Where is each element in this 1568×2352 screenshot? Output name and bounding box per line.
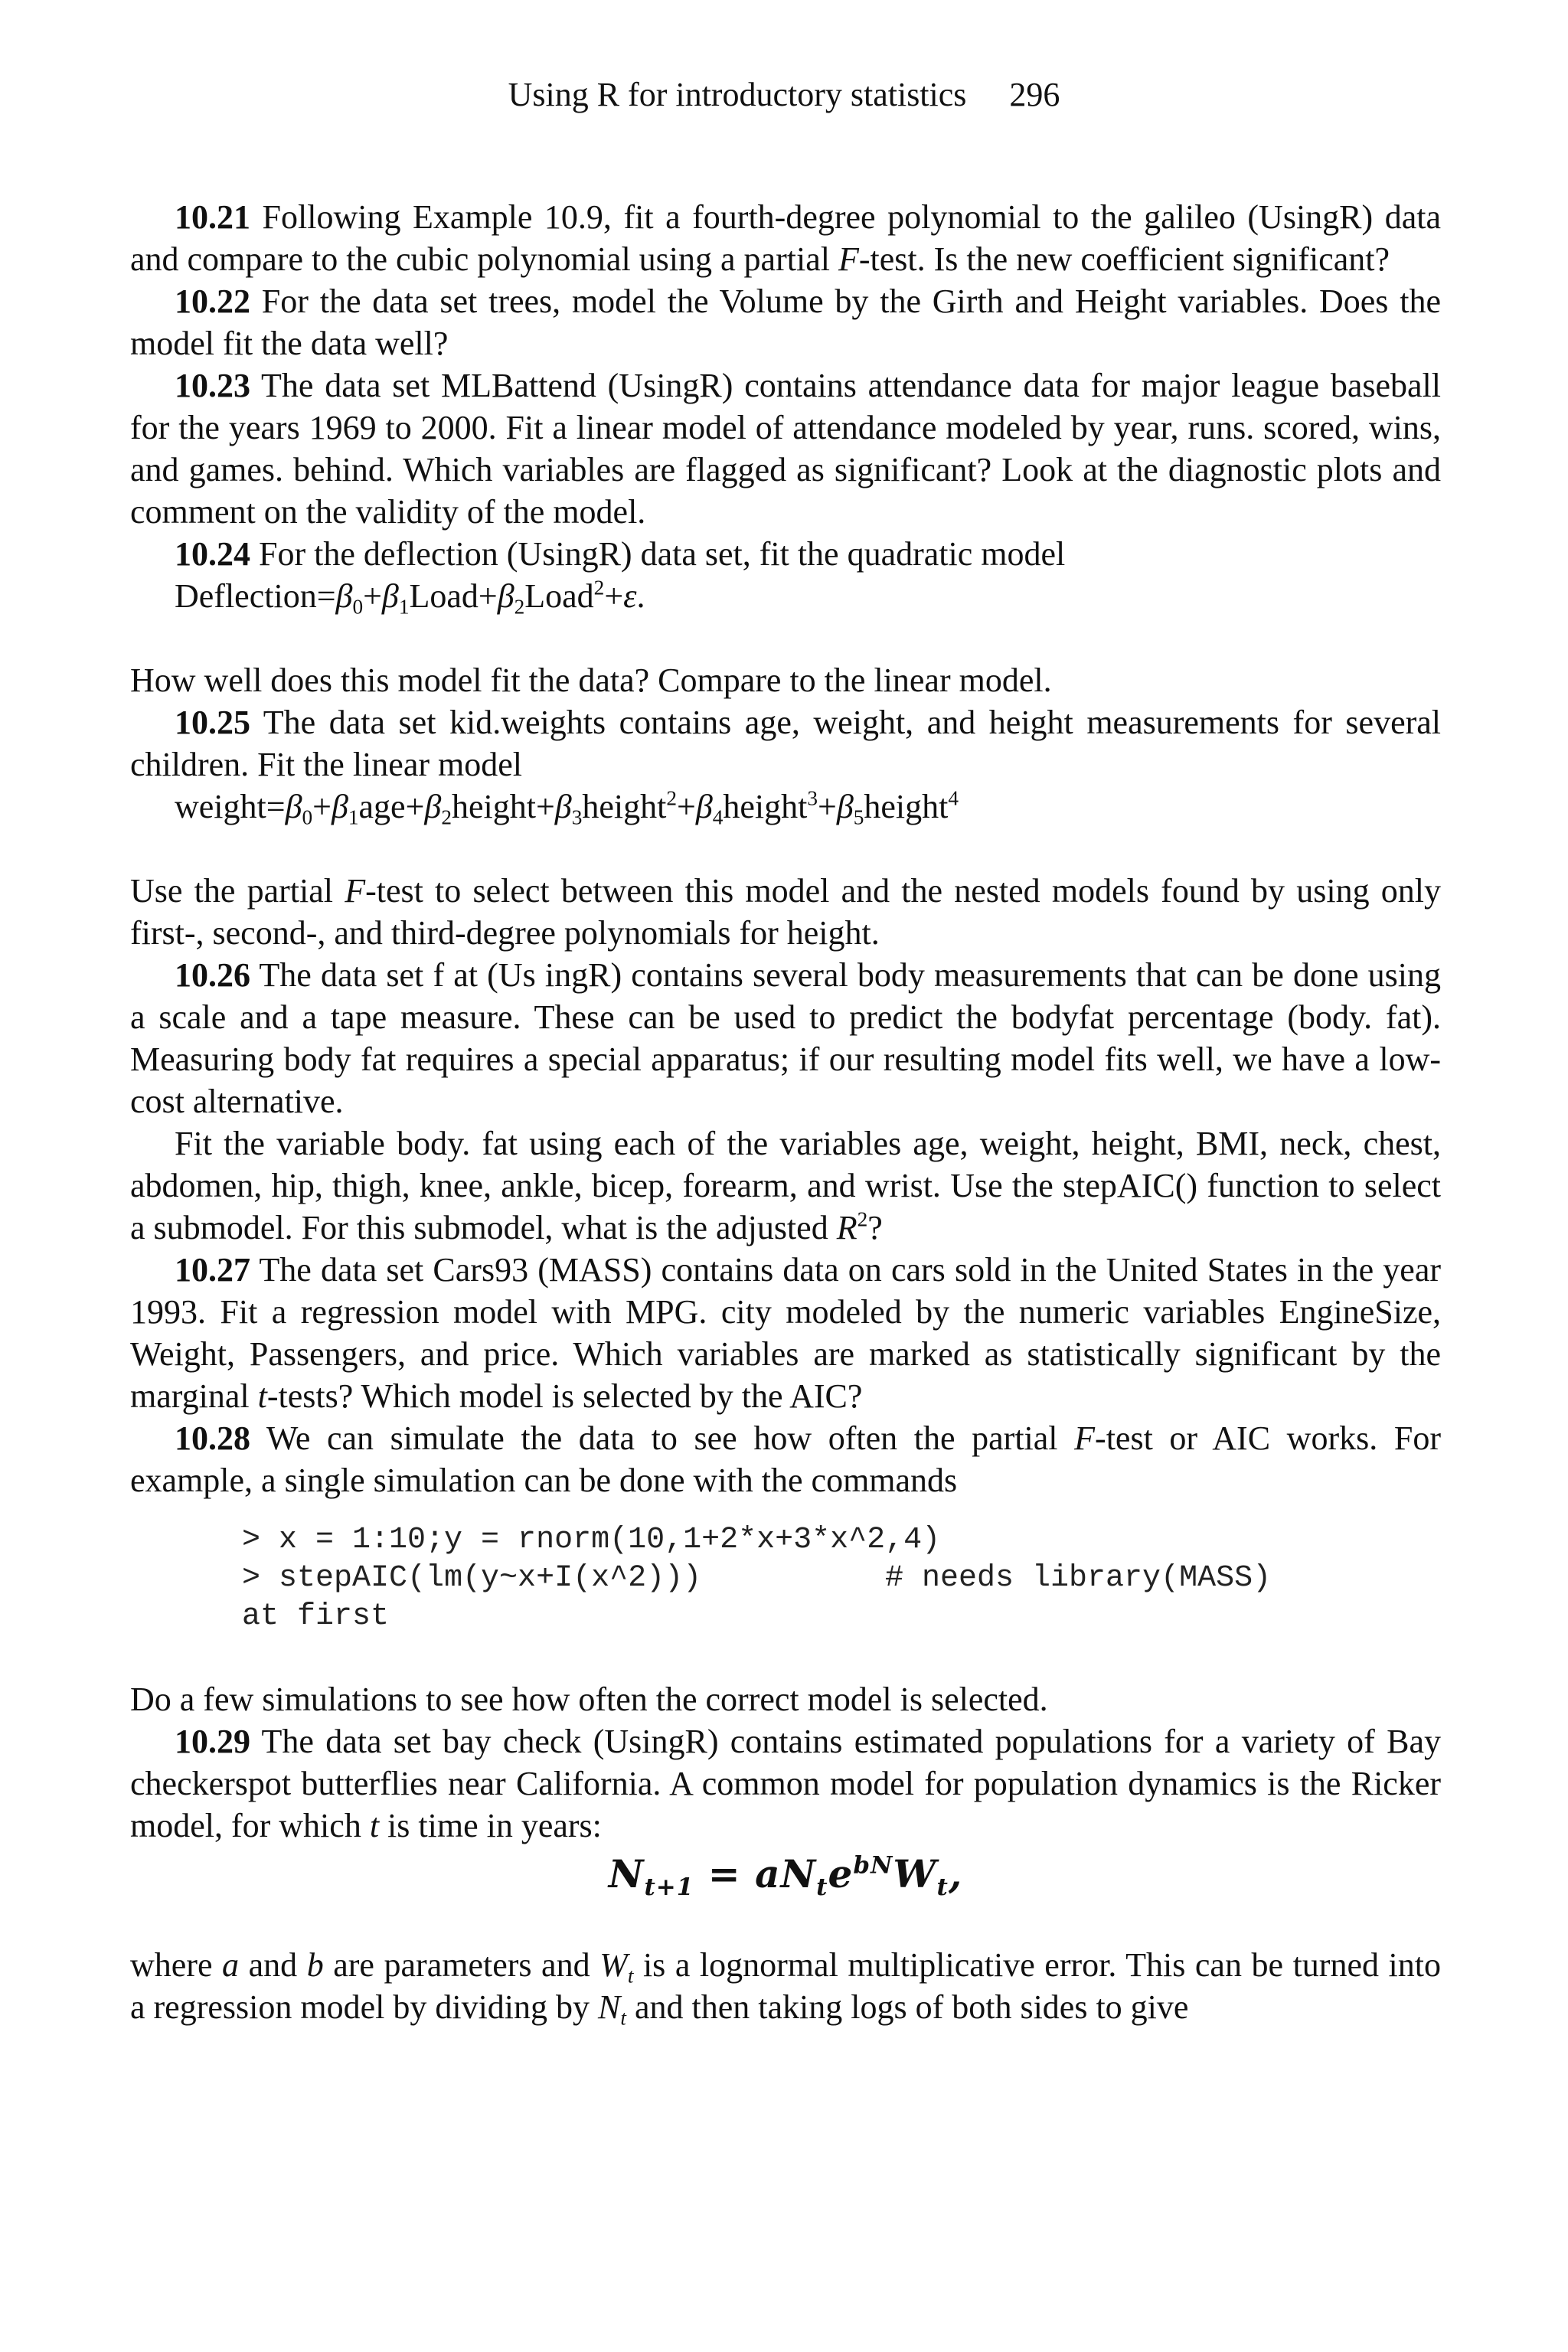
eq-term: age xyxy=(358,788,406,825)
eq-beta: β xyxy=(424,788,442,825)
eq-plus: + xyxy=(604,577,624,615)
eq-plus: + xyxy=(363,577,382,615)
exercise-10-28 xyxy=(130,1417,1441,1501)
exercise-text: and xyxy=(239,1946,307,1984)
eq-sup: 2 xyxy=(666,786,677,810)
eq-term: N xyxy=(608,1851,645,1896)
page-number: 296 xyxy=(1009,76,1060,113)
eq-sub: 0 xyxy=(302,805,313,829)
italic-t: t xyxy=(627,1964,634,1988)
code-line xyxy=(242,1560,1441,1598)
eq-term: Load xyxy=(524,577,594,615)
spacer xyxy=(130,1902,1441,1944)
eq-sup: bN xyxy=(853,1851,893,1880)
exercise-number: 10.23 xyxy=(175,367,250,404)
italic-a: a xyxy=(222,1946,240,1984)
italic-b: b xyxy=(306,1946,324,1984)
eq-sub: 2 xyxy=(514,595,525,619)
exercise-text: and then taking logs of both sides to give xyxy=(626,1988,1189,2026)
exercise-text: The data set f at (Us ingR) contains several body measurements that can be done using a scale and a tape measure. These can be used to predict the bodyfat percentage (body. fat). Measuring body fat requires a special apparatus; if our resulting model fits well, we have a low-cost alternative. xyxy=(130,956,1441,1120)
italic-f: F xyxy=(345,872,366,910)
eq-lhs: Deflection= xyxy=(175,577,336,615)
exercise-10-22 xyxy=(130,280,1441,364)
eq-sub: 2 xyxy=(441,805,452,829)
exercise-text: The data set Cars93 (MASS) contains data on cars sold in the United States in the year 1993. Fit a regression model with MPG. city modeled by the numeric variables EngineSize, Weight, Passengers, and price. Which variables are marked as statistically significant by the marginal xyxy=(130,1251,1441,1415)
exercise-text: For the data set trees, model the Volume by the Girth and Height variables. Does the model fit the data well? xyxy=(130,283,1441,362)
exercise-text: -test. Is the new coefficient significant? xyxy=(858,240,1390,278)
spacer xyxy=(130,1636,1441,1678)
exercise-text: is a lognormal multiplicative error. This can be turned into a regression model by dividing by xyxy=(130,1946,1441,2026)
exercise-text: Fit the variable body. fat using each of the variables age, weight, height, BMI, neck, chest, abdomen, hip, thigh, knee, ankle, bicep, forearm, and wrist. Use the stepAIC() function to select a submodel. For this submodel, what is the adjusted xyxy=(130,1125,1441,1246)
exercise-text: ? xyxy=(867,1209,883,1246)
eq-equals: = xyxy=(694,1851,756,1896)
exercise-10-23 xyxy=(130,364,1441,533)
code-text: > stepAIC(lm(y~x+I(x^2))) xyxy=(242,1561,702,1596)
exercise-10-28-followup: Do a few simulations to see how often the correct model is selected. xyxy=(130,1681,1048,1718)
eq-term: height xyxy=(582,788,667,825)
eq-sub: 5 xyxy=(853,805,864,829)
spacer xyxy=(130,617,1441,659)
exercise-text: -test or AIC works. For example, a single simulation can be done with the commands xyxy=(130,1419,1441,1499)
italic-n: N xyxy=(598,1988,621,2026)
eq-epsilon: ε xyxy=(623,577,637,615)
eq-beta: β xyxy=(497,577,514,615)
running-header xyxy=(0,74,1568,116)
eq-sub: t xyxy=(816,1873,828,1901)
eq-term: height xyxy=(864,788,949,825)
eq-term: height xyxy=(723,788,808,825)
equation-deflection xyxy=(130,575,1441,617)
exercise-10-25-followup xyxy=(130,870,1441,954)
exercise-10-24 xyxy=(130,533,1441,575)
exercise-10-26-para2 xyxy=(130,1122,1441,1249)
exercise-number: 10.25 xyxy=(175,704,250,741)
spacer xyxy=(130,828,1441,870)
code-line: at first xyxy=(242,1599,390,1634)
exercise-text: Following Example 10.9, fit a fourth-degree polynomial to the galileo (UsingR) data and compare to the cubic polynomial using a partial xyxy=(130,198,1441,278)
exercise-number: 10.21 xyxy=(175,198,250,236)
eq-sup: 2 xyxy=(593,576,605,599)
eq-period: . xyxy=(636,577,645,615)
exercise-text: The data set kid.weights contains age, weight, and height measurements for several children. Fit the linear model xyxy=(130,704,1441,783)
exercise-10-24-followup: How well does this model fit the data? Compare to the linear model. xyxy=(130,662,1052,699)
eq-beta: β xyxy=(836,788,854,825)
exercise-number: 10.24 xyxy=(175,535,250,573)
italic-t: t xyxy=(620,2006,626,2030)
eq-beta: β xyxy=(331,788,348,825)
eq-term: W xyxy=(893,1851,937,1896)
exercise-10-25 xyxy=(130,701,1441,786)
eq-sup: 4 xyxy=(948,786,959,810)
italic-f: F xyxy=(838,240,859,278)
eq-beta: β xyxy=(335,577,353,615)
exercise-number: 10.28 xyxy=(175,1419,250,1457)
exercise-text: For the deflection (UsingR) data set, fit the quadratic model xyxy=(250,535,1066,573)
superscript: 2 xyxy=(857,1207,868,1231)
eq-term: Load xyxy=(409,577,479,615)
eq-sub: 1 xyxy=(348,805,359,829)
eq-term: e xyxy=(828,1851,854,1896)
book-title: Using R for introductory statistics xyxy=(508,76,967,113)
exercise-text: The data set bay check (UsingR) contains estimated populations for a variety of Bay checkerspot butterflies near California. A common model for population dynamics is the Ricker model, for which xyxy=(130,1723,1441,1844)
italic-f: F xyxy=(1074,1419,1096,1457)
ricker-equation xyxy=(130,1847,1441,1902)
eq-sub: t xyxy=(936,1873,949,1901)
exercise-text: are parameters and xyxy=(323,1946,600,1984)
exercise-text: where xyxy=(130,1946,223,1984)
r-code xyxy=(242,1521,1441,1636)
eq-comma: , xyxy=(948,1851,963,1896)
exercise-text: The data set MLBattend (UsingR) contains attendance data for major league baseball for the years 1969 to 2000. Fit a linear model of attendance modeled by year, runs. scored, wins, and games. behind. Which variables are flagged as significant? Look at the diagnostic plots and comment on the validity of the model. xyxy=(130,367,1441,531)
eq-sub: 3 xyxy=(571,805,583,829)
code-comment: # needs library(MASS) xyxy=(885,1561,1272,1596)
eq-sub: 4 xyxy=(712,805,724,829)
eq-sub: 0 xyxy=(352,595,364,619)
exercise-number: 10.22 xyxy=(175,283,250,320)
exercise-10-29-followup xyxy=(130,1944,1441,2028)
code-block xyxy=(130,1521,1441,1636)
exercise-text: is time in years: xyxy=(379,1807,602,1844)
exercise-10-29 xyxy=(130,1720,1441,1847)
exercise-text: -tests? Which model is selected by the AIC? xyxy=(266,1377,863,1415)
italic-w: W xyxy=(599,1946,628,1984)
eq-beta: β xyxy=(285,788,302,825)
eq-plus: + xyxy=(818,788,837,825)
exercise-10-27 xyxy=(130,1249,1441,1417)
eq-sub: 1 xyxy=(398,595,410,619)
exercise-number: 10.29 xyxy=(175,1723,250,1760)
italic-r: R xyxy=(836,1209,858,1246)
italic-t: t xyxy=(257,1377,267,1415)
eq-beta: β xyxy=(695,788,713,825)
eq-sup: 3 xyxy=(807,786,818,810)
code-line: > x = 1:10;y = rnorm(10,1+2*x+3*x^2,4) xyxy=(242,1523,941,1557)
exercise-10-21 xyxy=(130,196,1441,280)
eq-term: height xyxy=(451,788,536,825)
exercise-text: -test to select between this model and the nested models found by using only first-, second-, and third-degree polynomials for height. xyxy=(130,872,1441,952)
equation-weight xyxy=(130,786,1441,828)
exercise-list xyxy=(130,196,1441,2028)
eq-plus: + xyxy=(535,788,555,825)
eq-plus: + xyxy=(405,788,425,825)
eq-plus: + xyxy=(676,788,696,825)
eq-plus: + xyxy=(478,577,498,615)
eq-plus: + xyxy=(312,788,332,825)
eq-beta: β xyxy=(554,788,572,825)
exercise-10-26 xyxy=(130,954,1441,1122)
eq-beta: β xyxy=(381,577,399,615)
eq-lhs: weight= xyxy=(175,788,286,825)
italic-t: t xyxy=(369,1807,380,1844)
eq-term: aN xyxy=(755,1851,817,1896)
exercise-text: Use the partial xyxy=(130,872,345,910)
exercise-number: 10.27 xyxy=(175,1251,250,1289)
eq-sub: t+1 xyxy=(644,1873,694,1901)
exercise-text: We can simulate the data to see how often the partial xyxy=(250,1419,1075,1457)
exercise-number: 10.26 xyxy=(175,956,250,994)
